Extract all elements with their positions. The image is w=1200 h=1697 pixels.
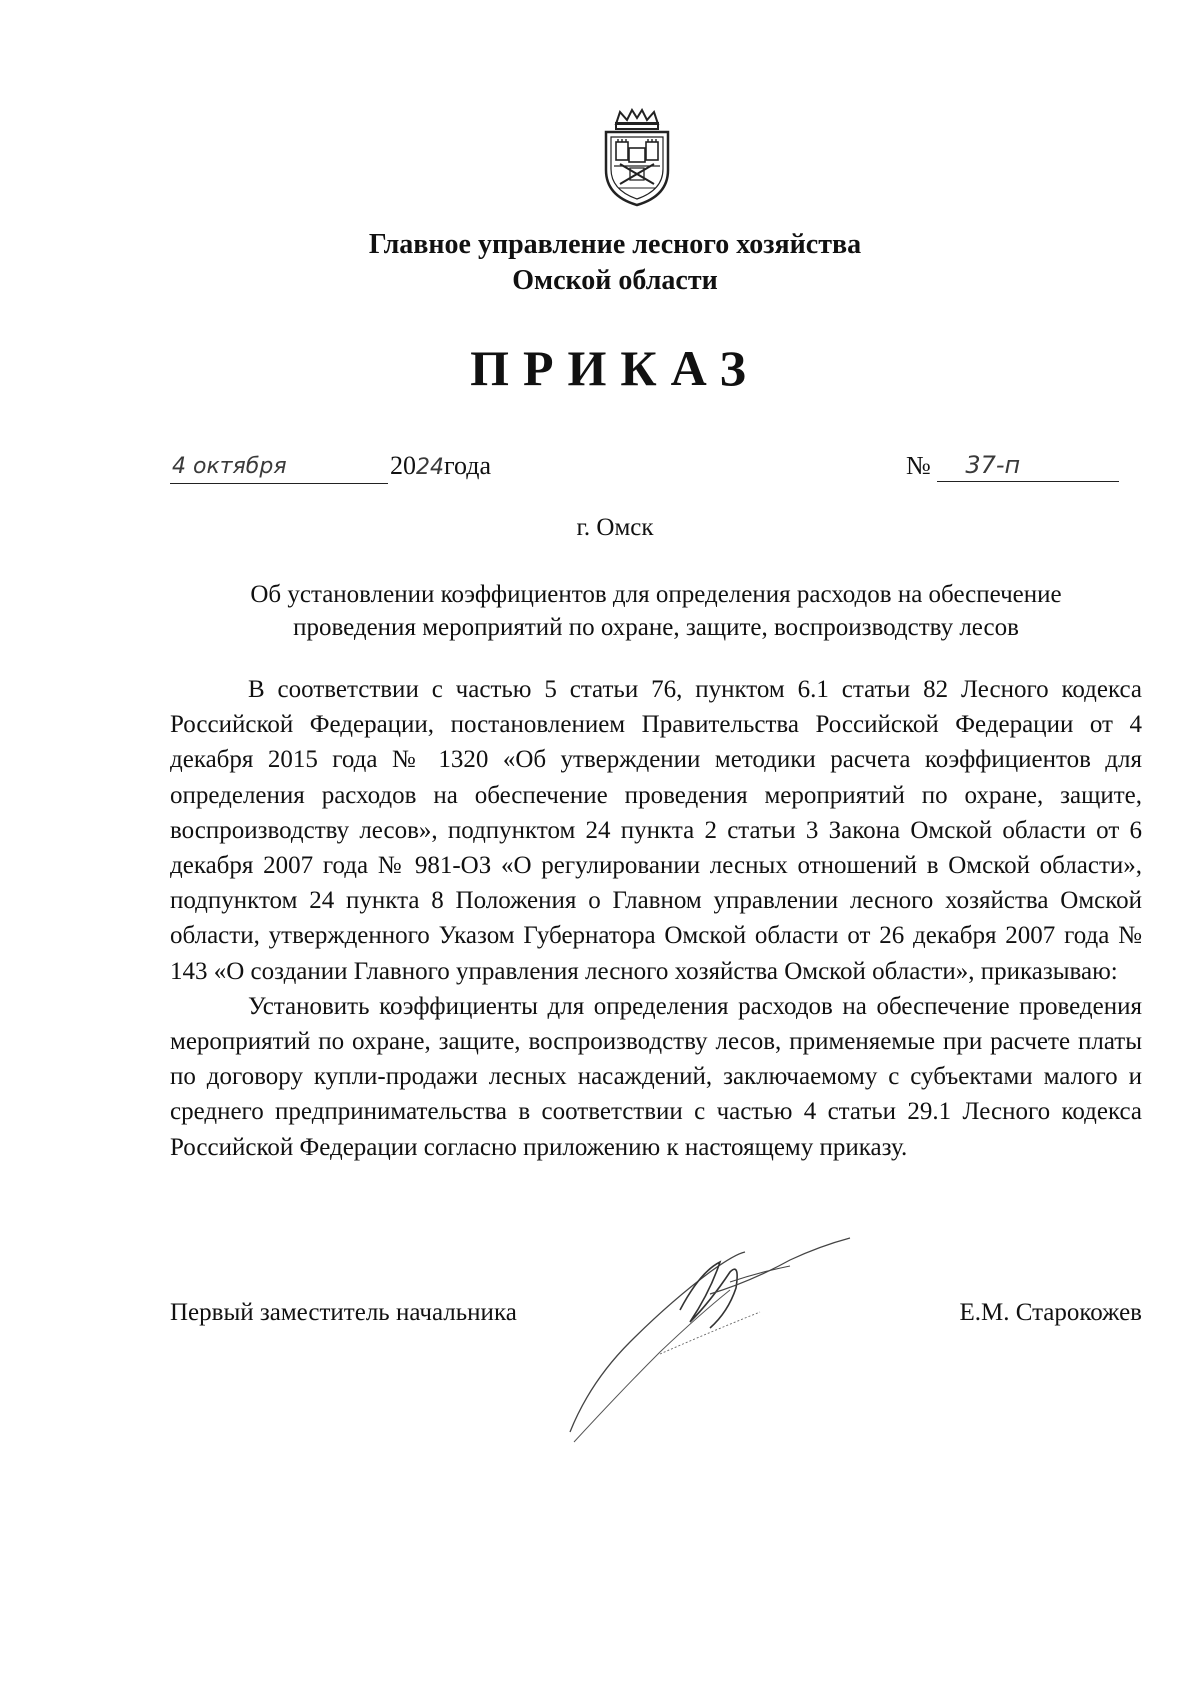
signatory-name: Е.М. Старокожев (959, 1299, 1142, 1326)
date-underline (170, 455, 388, 484)
handwritten-year: 24 (416, 455, 444, 480)
organization-name-line2: Омской области (512, 265, 718, 296)
body-paragraph-decision: Установить коэффициенты для определения расходов на обеспечение проведения мероприятий по охране, защите, воспроизводству лесов, применяемые при расчете платы по договору купли-продажи лесных насаждений, заключаемому с субъектами малого и среднего предпринимательства в соответствии с частью 4 статьи 29.1 Лесного кодекса Российской Федерации согласно приложению к настоящему приказу. (170, 992, 1142, 1161)
subject-line1: Об установлении коэффициентов для определения расходов на обеспечение (250, 581, 1062, 608)
order-subject (170, 578, 1142, 644)
year-suffix: года (444, 451, 492, 480)
year-prefix: 20 (390, 451, 416, 480)
order-body (170, 672, 1142, 1165)
body-paragraph-basis: В соответствии с частью 5 статьи 76, пунктом 6.1 статьи 82 Лесного кодекса Российской Федерации, постановлением Правительства Российской Федерации от 4 декабря 2015 года № 1320 «Об утверждении методики расчета коэффициентов для определения расходов на обеспечение проведения мероприятий по охране, защите, воспроизводству лесов», подпунктом 24 пункта 2 статьи 3 Закона Омской области от 6 декабря 2007 года № 981-ОЗ «О регулировании лесных отношений в Омской области», подпунктом 24 пункта 8 Положения о Главном управлении лесного хозяйства Омской области, утвержденного Указом Губернатора Омской области от 26 декабря 2007 года № 143 «О создании Главного управления лесного хозяйства Омской области», приказываю: (170, 676, 1142, 985)
organization-name-line1: Главное управление лесного хозяйства (368, 229, 862, 260)
city: г. Омск (576, 514, 654, 541)
omsk-coat-of-arms-icon (596, 108, 678, 208)
number-underline (937, 453, 1119, 482)
handwritten-number: 37-п (965, 451, 1021, 479)
subject-line2: проведения мероприятий по охране, защите, воспроизводству лесов (293, 614, 1019, 641)
order-date (170, 450, 491, 484)
document-type-title: ПРИКАЗ (470, 340, 760, 396)
number-label: № (906, 451, 931, 480)
signatory-position: Первый заместитель начальника (170, 1299, 517, 1326)
handwritten-signature-icon (560, 1232, 890, 1452)
handwritten-date: 4 октября (172, 454, 287, 479)
order-number (906, 450, 1119, 482)
